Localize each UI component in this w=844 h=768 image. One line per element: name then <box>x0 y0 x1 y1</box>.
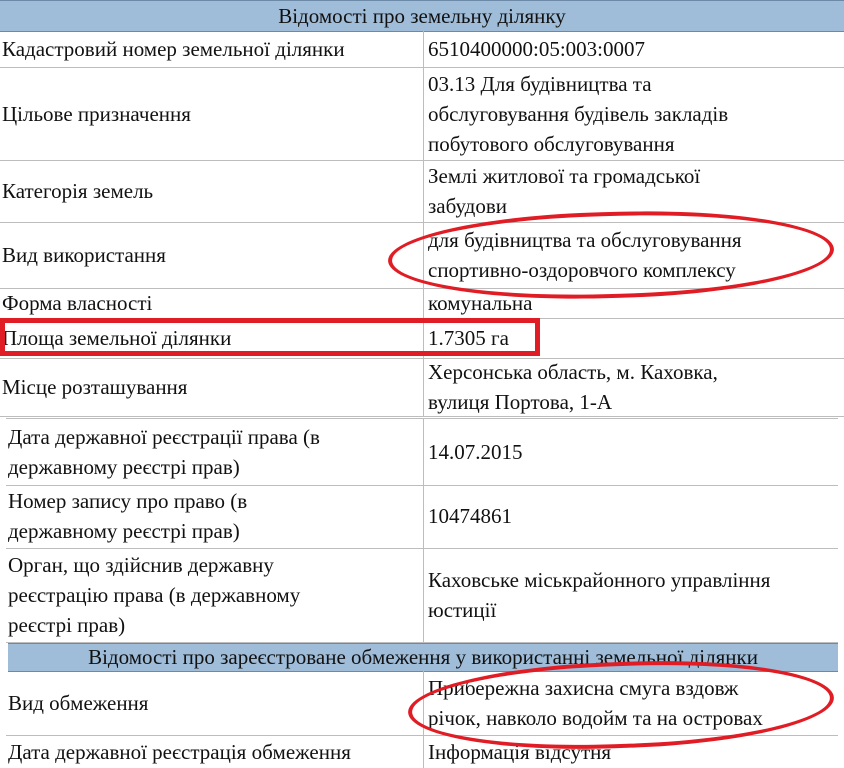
row-purpose <box>0 67 844 161</box>
value-ownership: комунальна <box>428 291 533 315</box>
value-use-type: для будівництва та обслуговування спортивно-оздоровчого комплексу <box>428 228 742 282</box>
label-area: Площа земельної ділянки <box>0 318 424 358</box>
value-restriction-type: Прибережна захисна смуга вздовж річок, навколо водойм та на островах <box>428 676 763 730</box>
highlight-box-area <box>0 318 540 356</box>
row-record-number <box>6 484 838 549</box>
label-ownership: Форма власності <box>0 288 424 318</box>
label-record-number: Номер запису про право (в державному реєстрі прав) <box>6 484 424 548</box>
label-use-type: Вид використання <box>0 222 424 288</box>
value-purpose: 03.13 Для будівництва та обслуговування будівель закладів побутового обслуговування <box>428 71 729 156</box>
section-title-restrictions: Відомості про зареєстроване обмеження у використанні земельної ділянки <box>8 643 838 672</box>
row-registering-authority <box>6 548 838 643</box>
value-area: 1.7305 га <box>428 326 509 350</box>
value-restriction-date: Інформація відсутня <box>428 739 612 764</box>
label-location: Місце розташування <box>0 358 424 416</box>
label-registering-authority: Орган, що здійснив державну реєстрацію права (в державному реєстрі прав) <box>6 548 424 642</box>
row-registration-date <box>6 418 838 486</box>
row-cadastral-number <box>0 31 844 68</box>
value-land-category: Землі житлової та громадської забудови <box>428 164 701 218</box>
value-registration-date: 14.07.2015 <box>428 440 523 464</box>
label-land-category: Категорія земель <box>0 160 424 222</box>
row-ownership <box>0 288 844 319</box>
value-registering-authority: Каховське міськрайонного управління юстиції <box>428 568 771 622</box>
row-location <box>0 358 844 417</box>
label-purpose: Цільове призначення <box>0 67 424 160</box>
value-cadastral-number: 6510400000:05:003:0007 <box>428 37 646 61</box>
value-record-number: 10474861 <box>428 504 512 528</box>
label-restriction-type: Вид обмеження <box>6 671 424 735</box>
value-location: Херсонська область, м. Каховка, вулиця Портова, 1-А <box>428 360 718 414</box>
label-registration-date: Дата державної реєстрації права (в державному реєстрі прав) <box>6 419 424 485</box>
label-cadastral-number: Кадастровий номер земельної ділянки <box>0 31 424 67</box>
section-title-land-plot: Відомості про земельну ділянку <box>0 0 844 32</box>
label-restriction-date: Дата державної реєстрація обмеження <box>6 735 424 768</box>
